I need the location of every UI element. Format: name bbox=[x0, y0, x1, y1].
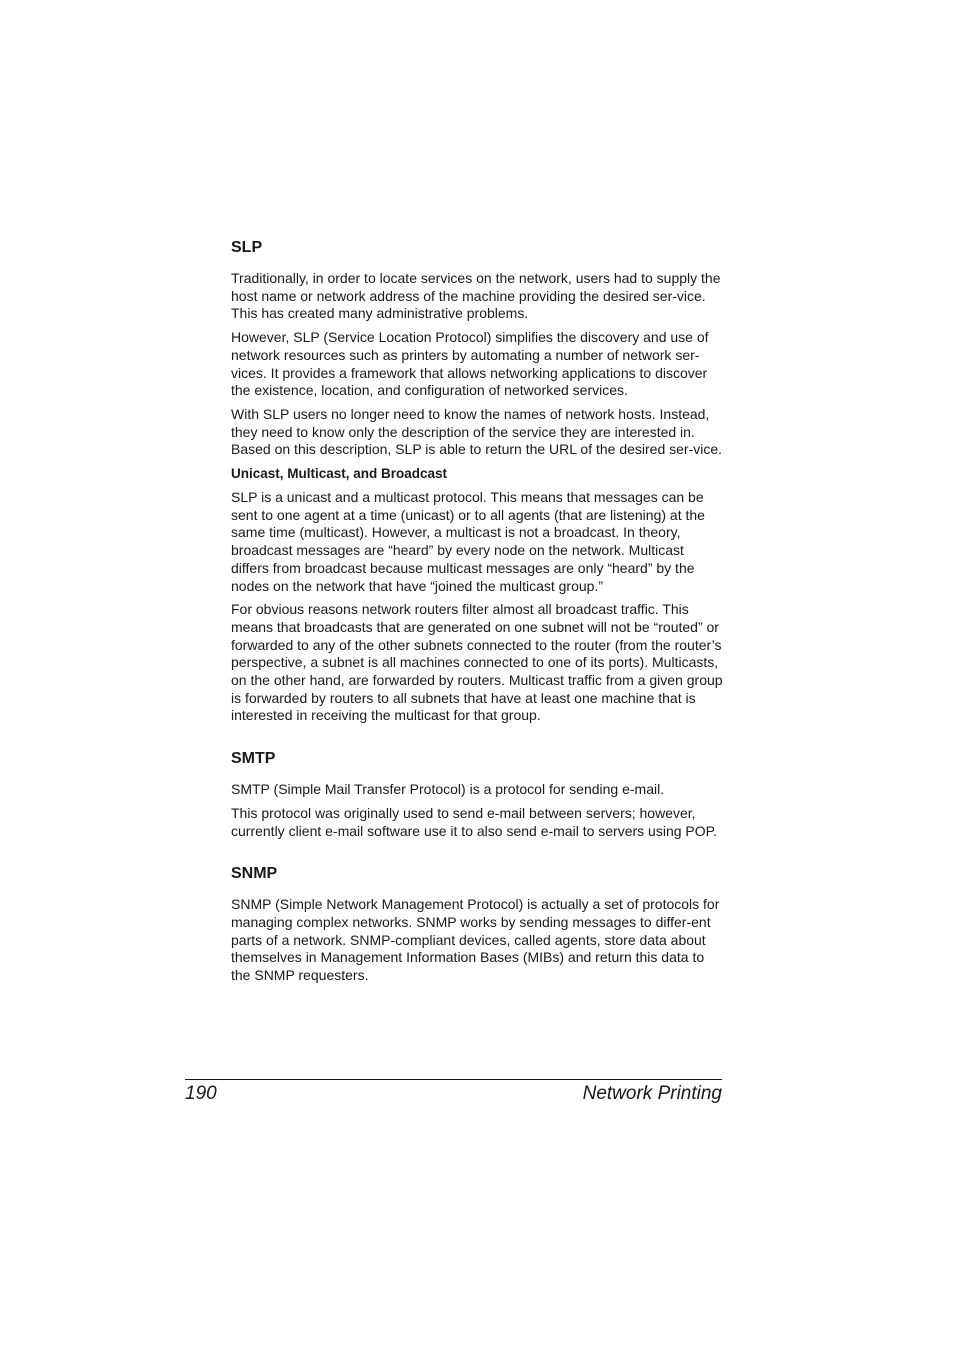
section-snmp bbox=[231, 862, 725, 985]
page-footer bbox=[185, 1081, 722, 1107]
paragraph: This protocol was originally used to send e-mail between servers; however, currently client e-mail software use it to also send e-mail to servers using POP. bbox=[231, 804, 718, 839]
chapter-title: Network Printing bbox=[582, 1083, 722, 1104]
paragraph: SNMP (Simple Network Management Protocol) is actually a set of protocols for managing complex networks. SNMP works by sending messages to differ-ent parts of a network. SNMP-compliant devices, called agents, store data about themselves in Management Information Bases (MIBs) and return this data to the SNMP requesters. bbox=[231, 896, 720, 984]
paragraph: For obvious reasons network routers filter almost all broadcast traffic. This means that broadcasts that are generated on one subnet will not be “routed” or forwarded to any of the other subnets connected to the router (from the router’s perspective, a subnet is all machines connected to one of its ports). Multicasts, on the other hand, are forwarded by routers. Multicast traffic from a given group is forwarded by routers to all subnets that have at least one machine that is interested in receiving the multicast for that group. bbox=[231, 601, 723, 724]
section-heading-smtp: SMTP bbox=[231, 750, 276, 768]
page-number: 190 bbox=[185, 1083, 217, 1104]
paragraph: SMTP (Simple Mail Transfer Protocol) is a protocol for sending e-mail. bbox=[231, 781, 665, 798]
footer-divider bbox=[185, 1079, 722, 1080]
section-heading-snmp: SNMP bbox=[231, 865, 278, 883]
section-heading-slp: SLP bbox=[231, 239, 263, 256]
paragraph: However, SLP (Service Location Protocol) simplifies the discovery and use of network resources such as printers by automating a number of network ser-vices. It provides a framework that allows networking applications to discover the existence, location, and configuration of networked services. bbox=[231, 329, 709, 399]
paragraph: Traditionally, in order to locate services on the network, users had to supply the host name or network address of the machine providing the desired ser-vice. This has created many administrative problems. bbox=[231, 270, 721, 322]
paragraph: SLP is a unicast and a multicast protocol. This means that messages can be sent to one agent at a time (unicast) or to all agents (that are listening) at the same time (multicast). However, a multicast is not a broadcast. In theory, broadcast messages are “heard” by every node on the network. Multicast differs from broadcast because multicast messages are only “heard” by the nodes on the network that have “joined the multicast group.” bbox=[231, 489, 705, 594]
subheading-unicast-multicast-broadcast: Unicast, Multicast, and Broadcast bbox=[231, 466, 448, 482]
section-slp bbox=[231, 236, 725, 725]
page-body bbox=[231, 236, 725, 991]
paragraph: With SLP users no longer need to know the names of network hosts. Instead, they need to know only the description of the service they are interested in. Based on this description, SLP is able to return the URL of the desired ser-vice. bbox=[231, 405, 723, 458]
section-smtp bbox=[231, 747, 725, 840]
